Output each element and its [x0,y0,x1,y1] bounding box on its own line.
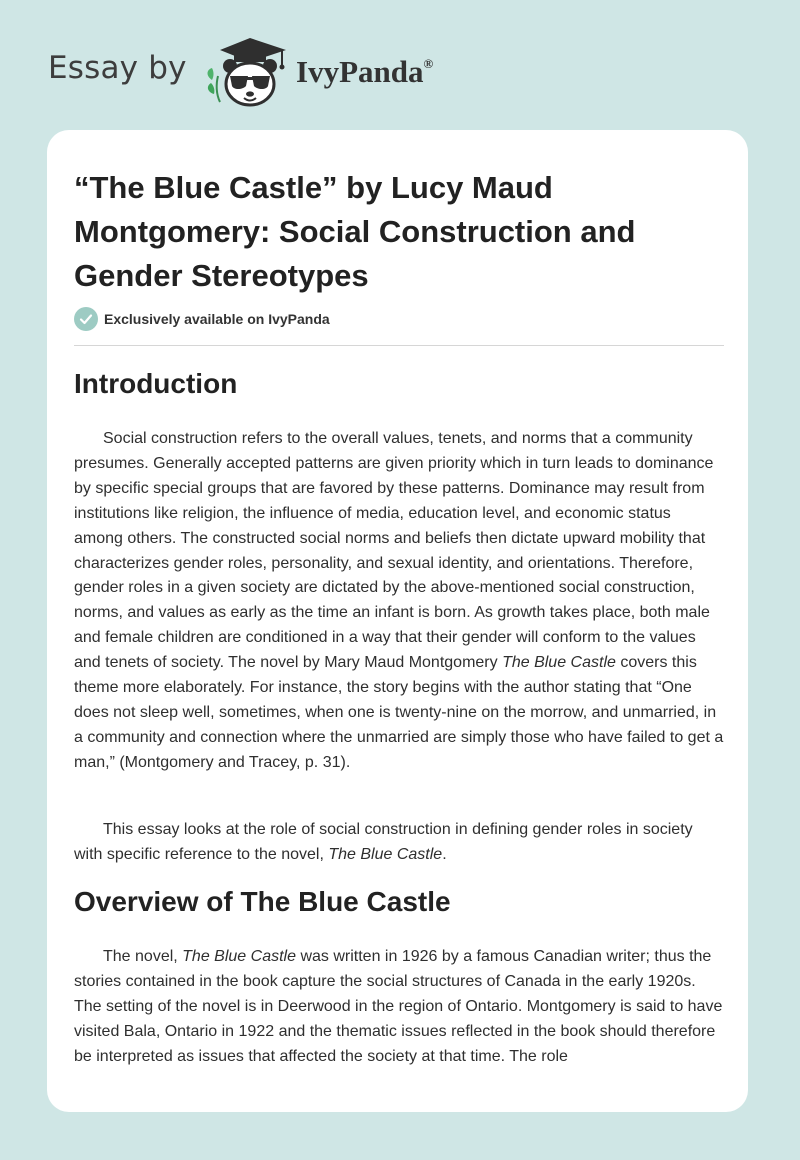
paragraph-text: Social construction refers to the overall values, tenets, and norms that a community presumes. Generally accepted patterns are given priority which in turn leads to dominance by specific special groups that are favored by these patterns. Dominance may result from institutions like religion, the influence of media, education level, and economic status among others. The constructed social norms and beliefs then dictate upward mobility that characterizes gender roles, personality, and sexual identity, and orientations. Therefore, gender roles in a given society are dictated by the above-mentioned social construction, norms, and values as early as the time an infant is born. As growth takes place, both male and female children are conditioned in a way that their gender will conform to the values and tenets of society. The novel by Mary Maud Montgomery [74,430,714,672]
book-title-emphasis: The Blue Castle [328,845,443,863]
essay-title: “The Blue Castle” by Lucy Maud Montgomery: Social Construction and Gender Stereotypes [74,170,636,293]
panda-mascot-icon [204,36,296,108]
paragraph-text: This essay looks at the role of social construction in defining gender roles in society with specific reference to the novel, [74,821,693,863]
exclusive-badge [74,305,330,333]
essay-card [47,130,748,1112]
body-paragraph [74,818,724,868]
trademark-symbol: ® [423,56,434,71]
divider [74,345,724,346]
body-paragraph [74,945,724,1070]
site-header [48,36,508,108]
brand-text: IvyPanda [296,54,424,89]
body-paragraph [74,427,724,776]
paragraph-text: covers this theme more elaborately. For instance, the story begins with the author stating that “One does not sleep well, sometimes, when one is twenty-nine on the morrow, and unmarried, in a community and connection where the unmarried are simply those who have failed to get a man,” (Montgomery and Tracey, p. 31). [74,654,724,771]
book-title-emphasis: The Blue Castle [182,948,296,965]
ivypanda-logo[interactable] [204,36,296,108]
section-heading-overview: Overview of The Blue Castle [74,886,451,917]
checkmark-icon [74,307,98,331]
essay-by-label: Essay by [48,50,187,86]
paragraph-text: The novel, [103,948,183,965]
exclusive-label: Exclusively available on IvyPanda [104,311,330,327]
paragraph-text: . [442,845,447,863]
paragraph-text: was written in 1926 by a famous Canadian writer; thus the stories contained in the book capture the social structures of Canada in the early 1920s. The setting of the novel is in Deerwood in the region of Ontario. Montgomery is said to have visited Bala, Ontario in 1922 and the thematic issues reflected in the book should therefore be interpreted as issues that affected the society at that time. The role [74,948,723,1065]
book-title-emphasis: The Blue Castle [502,654,616,672]
section-heading-introduction: Introduction [74,368,238,399]
brand-name[interactable] [296,54,433,90]
